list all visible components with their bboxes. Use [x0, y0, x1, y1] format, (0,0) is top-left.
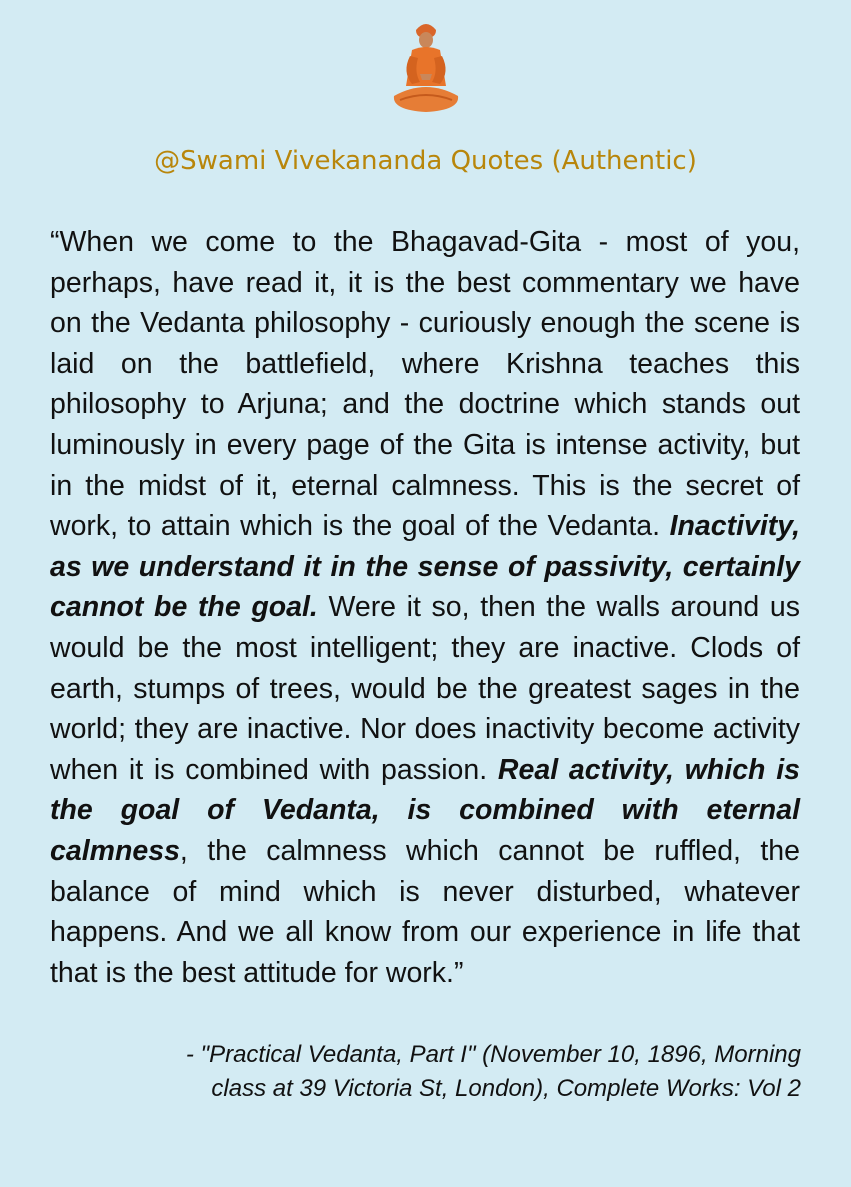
quote-text [50, 222, 800, 993]
vivekananda-portrait-icon [390, 16, 462, 114]
account-handle: @Swami Vivekananda Quotes (Authentic) [154, 146, 697, 176]
quote-segment: , the calmness which cannot be ruffled, the balance of mind which is never disturbed, whatever happens. And we all know from our experience in life that that is the best attitude for work.” [50, 834, 800, 989]
citation-line: - "Practical Vedanta, Part I" (November 10, 1896, Morning [185, 1041, 801, 1068]
citation [61, 1038, 801, 1106]
quote-segment: “When we come to the Bhagavad-Gita - most of you, perhaps, have read it, it is the best commentary we have on the Vedanta philosophy - curiously enough the scene is laid on the battlefield, where Krishna teaches this philosophy to Arjuna; and the doctrine which stands out luminously in every page of the Gita is intense activity, but in the midst of it, eternal calmness. This is the secret of work, to attain which is the goal of the Vedanta. [50, 226, 800, 543]
quote-emphasis: Real activity, which is the goal of Vedanta, is combined with eternal calmness [50, 753, 800, 867]
quote-segment: Were it so, then the walls around us would be the most intelligent; they are inactive. Clods of earth, stumps of trees, would be the greatest sages in the world; they are inactive. Nor does inactivity become activity when it is combined with passion. [50, 591, 800, 786]
quote-emphasis: Inactivity, as we understand it in the sense of passivity, certainly cannot be the goal. [50, 510, 800, 624]
citation-line: class at 39 Victoria St, London), Complete Works: Vol 2 [211, 1075, 801, 1102]
